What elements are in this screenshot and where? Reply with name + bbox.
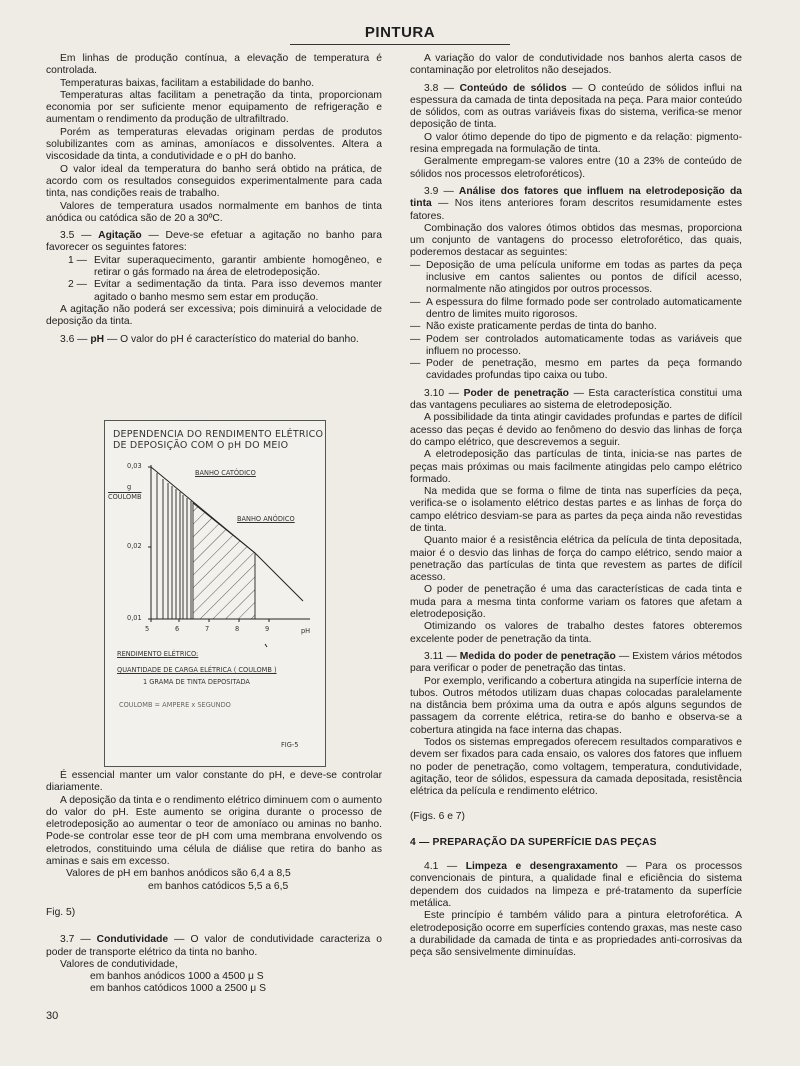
section-text: — Existem vários métodos para verificar o poder de penetração das tintas. [410,650,742,675]
section-heading: 4 — PREPARAÇÃO DA SUPERFÍCIE DAS PEÇAS [410,836,657,848]
y-axis-label-unit: g [127,483,132,491]
x-tick-label: 7 [205,625,210,633]
x-tick-label: 5 [145,625,150,633]
paragraph: Porém as temperaturas elevadas originam perdas de produtos solubilizantes com as aminas, amoníacos e dissolventes. Altera a viscosidade da tinta, a condutividade e o pH do banho. [46,126,382,163]
y-tick-label: 0,01 [127,614,142,622]
y-tick-label: 0,02 [127,542,142,550]
figure-caption-line: 1 GRAMA DE TINTA DEPOSITADA [143,678,250,686]
section-text: — O valor do pH é característico do material do banho. [106,333,359,345]
paragraph: Todos os sistemas empregados oferecem resultados comparativos e devem ser fixados para cada ensaio, os valores dos fatores que influem no poder de penetração, como voltagem, temperatura, condutividade, agitação, teor de sólidos, espessura da camada depositada, resistência elétrica da película e rendimento elétrico. [410,737,742,798]
paragraph: A eletrodeposição das partículas de tinta, inicia-se nas partes de peças mais próximas ou mais facilmente atingidas pelo campo elétrico formado. [410,449,742,485]
x-tick-label: 9 [265,625,270,633]
paragraph: Em linhas de produção contínua, a elevação de temperatura é controlada. [46,53,382,77]
figure-caption-line: RENDIMENTO ELÉTRICO: [117,650,199,658]
section-text: — O conteúdo de sólidos influi na espessura da camada de tinta depositada na peça. Para maior conteúdo de sólidos, com as outras variáveis fixas do sistema, verifica-se menor deposição de tinta. [410,82,743,131]
right-column [410,53,742,959]
list-text: Evitar a sedimentação da tinta. Para isso devemos manter agitado o banho mesmo sem estar em produção. [94,279,382,303]
figure-id: FIG-5 [281,741,299,749]
list-text: A espessura do filme formado pode ser controlado automaticamente dentro de limites muito rigorosos. [426,296,742,320]
section-3-5 [46,230,382,255]
list-text: Podem ser controlados automaticamente todas as variáveis que influem no processo. [426,333,742,357]
paragraph: O valor ideal da temperatura do banho será obtido na prática, de acordo com os resultados conseguidos experimentalmente para cada tinta, nas condições reais de trabalho. [46,163,382,200]
x-axis-label: pH [301,627,311,635]
series-label-cathodic: BANHO CATÓDICO [195,469,256,477]
paragraph: Valores de temperatura usados normalmente em banhos de tinta anódica ou catódica são de 20 a 30ºC. [46,200,382,224]
list-marker: 1 — [68,254,87,266]
list-item [46,279,382,304]
section-title: Poder de penetração [463,387,569,399]
section-3-6 [46,334,382,346]
paragraph: Quanto maior é a resistência elétrica da película de tinta depositada, maior é o desvio das linhas de força do campo elétrico, sendo maior a penetração das partículas de tinta que revestem as partes de difícil acesso. [410,535,742,584]
header-rule [290,44,510,45]
list-text: Não existe praticamente perdas de tinta do banho. [426,321,657,333]
section-title: Condutividade [96,934,169,946]
paragraph: Combinação dos valores ótimos obtidos das mesmas, proporciona um conjunto de vantagens do processo eletroforético, das quais, poderemos destacar as seguintes: [410,222,742,259]
series-label-anodic: BANHO ANÓDICO [237,515,295,523]
section-3-7 [46,934,382,959]
cathodic-region [157,473,191,619]
conductivity-line: em banhos catódicos 1000 a 2500 μ S [90,983,266,995]
section-title: pH [90,333,105,345]
section-number: 3.8 — [424,82,455,94]
list-item [410,358,742,383]
figure-reference: Fig. 5) [46,906,76,918]
list-text: Deposição de uma película uniforme em todas as partes da peça inclusive em cantos salientes ou pontos de difícil acesso, normalmente não atingidos por outros processos. [426,259,742,296]
section-3-8 [410,83,742,132]
section-text: — Esta característica constitui uma das vantagens peculiares ao sistema de eletrodeposição. [410,387,742,412]
paragraph: Temperaturas baixas, facilitam a estabilidade do banho. [60,77,315,89]
list-marker: — [410,296,421,308]
section-title: Medida do poder de penetração [459,650,616,662]
section-number: 3.11 — [424,650,457,662]
section-number: 3.7 — [60,934,91,946]
section-text: — Deve-se efetuar a agitação no banho para favorecer os seguintes fatores: [46,230,382,254]
list-item [410,297,742,322]
section-number: 3.5 — [60,230,92,242]
paragraph: Valores de condutividade, [60,958,178,970]
curve-mark [265,644,267,647]
section-number: 3.10 — [424,387,459,399]
section-title: Conteúdo de sólidos [459,82,567,94]
paragraph: O valor ótimo depende do tipo de pigmento e da relação: pigmento-resina empregada na formulação de tinta. [410,131,742,156]
paragraph: Temperaturas altas facilitam a penetração da tinta, proporcionam economia por ser suficiente menor equipamento de refrigeração e aumentam o rendimento da produção de ultrafiltrado. [46,89,382,126]
paragraph: A agitação não poderá ser excessiva; pois diminuirá a velocidade de deposição da tinta. [46,303,382,328]
figure-caption-line: QUANTIDADE DE CARGA ELÉTRICA ( COULOMB ) [117,666,277,674]
list-item [410,321,742,333]
section-text: — O valor de condutividade caracteriza o poder de transporte elétrico da tinta no banho. [46,934,382,958]
paragraph: O poder de penetração é uma das características de cada tinta e muda para a mesma tinta conforme variam os fatores que afetam a eletrodeposição. [410,584,742,621]
section-3-9 [410,186,742,223]
list-marker: — [410,259,421,271]
section-number: 4.1 — [424,861,458,873]
y-tick-label: 0,03 [127,462,142,470]
paragraph: A deposição da tinta e o rendimento elétrico diminuem com o aumento do valor do pH. Este aumento se origina durante o processo de eletrodeposição ao aumentar o teor de amoníaco ou aminas no banho. Pode-se controlar esse teor de pH com uma membrana envolvendo os eletrodos, constituindo uma célula de diálise que retira do banho as aminas e sais em excesso. [46,794,382,868]
paragraph: Geralmente empregam-se valores entre (10 a 23% de conteúdo de sólidos nos processos eletroforéticos). [410,156,742,180]
list-marker: — [410,358,421,370]
list-marker: — [410,333,421,345]
list-item [46,255,382,280]
list-text: Evitar superaquecimento, garantir ambiente homogêneo, e retirar o gás formado na área de eletrodeposição. [94,254,382,279]
page-number: 30 [46,1010,59,1022]
list-marker: — [410,321,421,333]
section-number: 3.9 — [424,185,454,197]
left-column [46,53,382,346]
section-title: Agitação [98,230,142,242]
paragraph: A possibilidade da tinta atingir cavidades profundas e partes de difícil acesso das peças é devido ao fenômeno do desvio das linhas de força do campo elétrico, que descrevemos a seguir. [410,412,742,448]
paragraph: A variação do valor de condutividade nos banhos alerta casos de contaminação por eletrolitos não desejados. [410,53,742,77]
paragraph: Por exemplo, verificando a cobertura atingida na superfície interna de tubos. Outros métodos utilizam duas chapas colocadas paralelamente na distância bem próxima uma da outra e após alguns segundos de passagem da corrente elétrica, retira-se do banho e observa-se a cobertura atingida na face interna das chapas. [410,675,742,736]
section-4-1 [410,861,742,910]
conductivity-line: em banhos anódicos 1000 a 4500 μ S [90,971,264,983]
ph-values-line: em banhos catódicos 5,5 a 6,5 [148,880,289,892]
figure-title-line: DEPENDENCIA DO RENDIMENTO ELÉTRICO [113,429,324,440]
figure-5 [104,420,326,767]
list-marker: 2 — [68,279,87,291]
figure-title-line: DE DEPOSIÇÃO COM O pH DO MEIO [113,440,289,451]
paragraph: É essencial manter um valor constante do pH, e deve-se controlar diariamente. [46,770,382,794]
x-tick-label: 6 [175,625,180,633]
list-item [410,260,742,297]
list-item [410,334,742,359]
paragraph: Este princípio é também válido para a pintura eletroforética. A eletrodeposição ocorre em superfícies contendo graxas, mas neste caso a durabilidade da camada de tinta e as propriedades anti-corrosivas da peça são sensivelmente diminuídas. [410,910,742,959]
list-text: Poder de penetração, mesmo em partes da peça formando cavidades profundas tipo caixa ou tubo. [426,358,742,382]
section-number: 3.6 — [60,333,88,345]
page-title: PINTURA [364,24,436,41]
section-text: — Para os processos convencionais de pintura, a qualidade final e eficiência do sistema dependem dos cuidados na limpeza e pré-tratamento da superfície metálica. [410,861,742,909]
figure-caption-line: COULOMB = AMPERE x SEGUNDO [119,701,231,709]
section-title: Análise dos fatores que influem na eletrodeposição da tinta [410,185,742,210]
y-axis-label-unit: COULOMB [108,493,142,501]
section-3-10 [410,388,742,413]
section-title: Limpeza e desengraxamento [465,861,618,873]
paragraph: Otimizando os valores de trabalho destes fatores obteremos excelente poder de penetração da tinta. [410,621,742,645]
section-3-11 [410,651,742,676]
section-text: — Nos itens anteriores foram descritos resumidamente estes fatores. [410,198,742,222]
page-header [0,24,800,42]
x-tick-label: 8 [235,625,240,633]
figure-reference: (Figs. 6 e 7) [410,810,465,822]
ph-values-line: Valores de pH em banhos anódicos são 6,4 a 8,5 [66,868,291,880]
left-column-lower [46,770,382,996]
paragraph: Na medida que se forma o filme de tinta nas superfícies da peça, verifica-se o isolamento elétrico destas partes e as linhas de força do campo elétrico desviam-se para as partes da peça ainda não revestidas de tinta. [410,486,742,534]
